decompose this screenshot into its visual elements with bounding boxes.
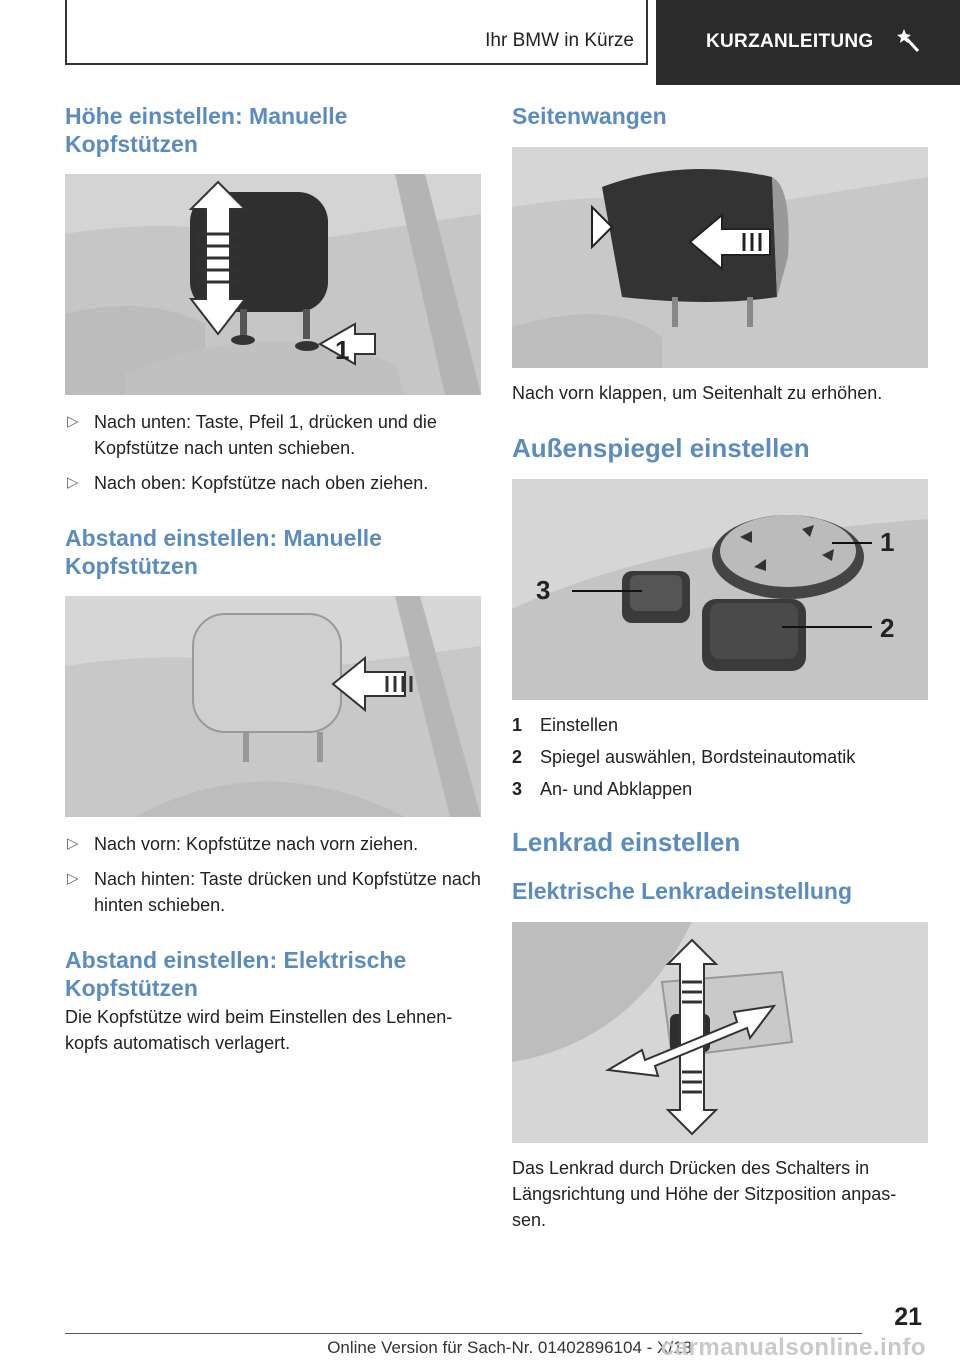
header-rule-divider [646, 0, 648, 65]
header-tab[interactable] [656, 0, 960, 85]
triangle-bullet-icon: ▷ [67, 413, 79, 430]
section-title-mirrors: Außenspiegel einstellen [512, 433, 810, 463]
figure-mirror-controls [512, 479, 928, 700]
section-title-height-manual: Höhe einstellen: Manuelle Kopfstützen [65, 103, 348, 157]
legend-row: 3 An- und Abklappen [512, 779, 693, 799]
figure-side-bolsters [512, 147, 928, 368]
figure-steering-switch [512, 922, 928, 1143]
list-item: ▷ Nach hinten: Taste drücken und Kopfstütze nach hinten schieben. [65, 866, 481, 918]
list-item: ▷ Nach unten: Taste, Pfeil 1, drücken und die Kopfstütze nach unten schieben. [65, 409, 481, 461]
steering-text: Das Lenkrad durch Drücken des Schalters in Längsrichtung und Höhe der Sitzposition anpas-sen. [512, 1158, 897, 1230]
figure-callout: 1 [335, 335, 350, 365]
left-column [65, 102, 481, 1056]
figure-callout: 2 [880, 613, 895, 643]
list-height-steps [65, 409, 481, 496]
triangle-bullet-icon: ▷ [67, 835, 79, 852]
side-bolsters-text: Nach vorn klappen, um Seitenhalt zu erhöhen. [512, 383, 883, 403]
header-rule-bottom [65, 63, 648, 65]
section-title-distance-manual: Abstand einstellen: Manuelle Kopfstützen [65, 525, 382, 579]
mirror-legend [512, 712, 928, 802]
page-number: 21 [894, 1303, 922, 1331]
star-wand-icon [897, 27, 921, 59]
list-item: ▷ Nach oben: Kopfstütze nach oben ziehen. [65, 470, 481, 496]
header-tab-label: KURZANLEITUNG [706, 31, 874, 52]
legend-row: 1 Einstellen [512, 715, 619, 735]
triangle-bullet-icon: ▷ [67, 870, 79, 887]
legend-row: 2 Spiegel auswählen, Bordsteinautomatik [512, 747, 856, 767]
figure-callout: 1 [880, 527, 895, 557]
section-title-side-bolsters: Seitenwangen [512, 103, 667, 129]
list-item: ▷ Nach vorn: Kopfstütze nach vorn ziehen. [65, 831, 481, 857]
section-title-distance-electric: Abstand einstellen: Elektrische Kopfstützen [65, 947, 407, 1001]
subsection-title-electric-steering: Elektrische Lenkradeinstellung [512, 878, 853, 904]
list-distance-steps [65, 831, 481, 918]
header-section-title: Ihr BMW in Kürze [485, 30, 634, 51]
header-rule-left [65, 0, 67, 65]
watermark: carmanualsonline.info [660, 1334, 926, 1361]
triangle-bullet-icon: ▷ [67, 474, 79, 491]
footer-online-version: Online Version für Sach-Nr. 01402896104 - X/18 [327, 1338, 692, 1357]
section-title-steering: Lenkrad einstellen [512, 827, 741, 857]
electric-headrest-text: Die Kopfstütze wird beim Einstellen des Lehnen-kopfs automatisch verlagert. [65, 1007, 453, 1053]
figure-headrest-height [65, 174, 481, 395]
right-column [512, 102, 928, 1233]
figure-headrest-distance [65, 596, 481, 817]
figure-callout: 3 [536, 575, 551, 605]
